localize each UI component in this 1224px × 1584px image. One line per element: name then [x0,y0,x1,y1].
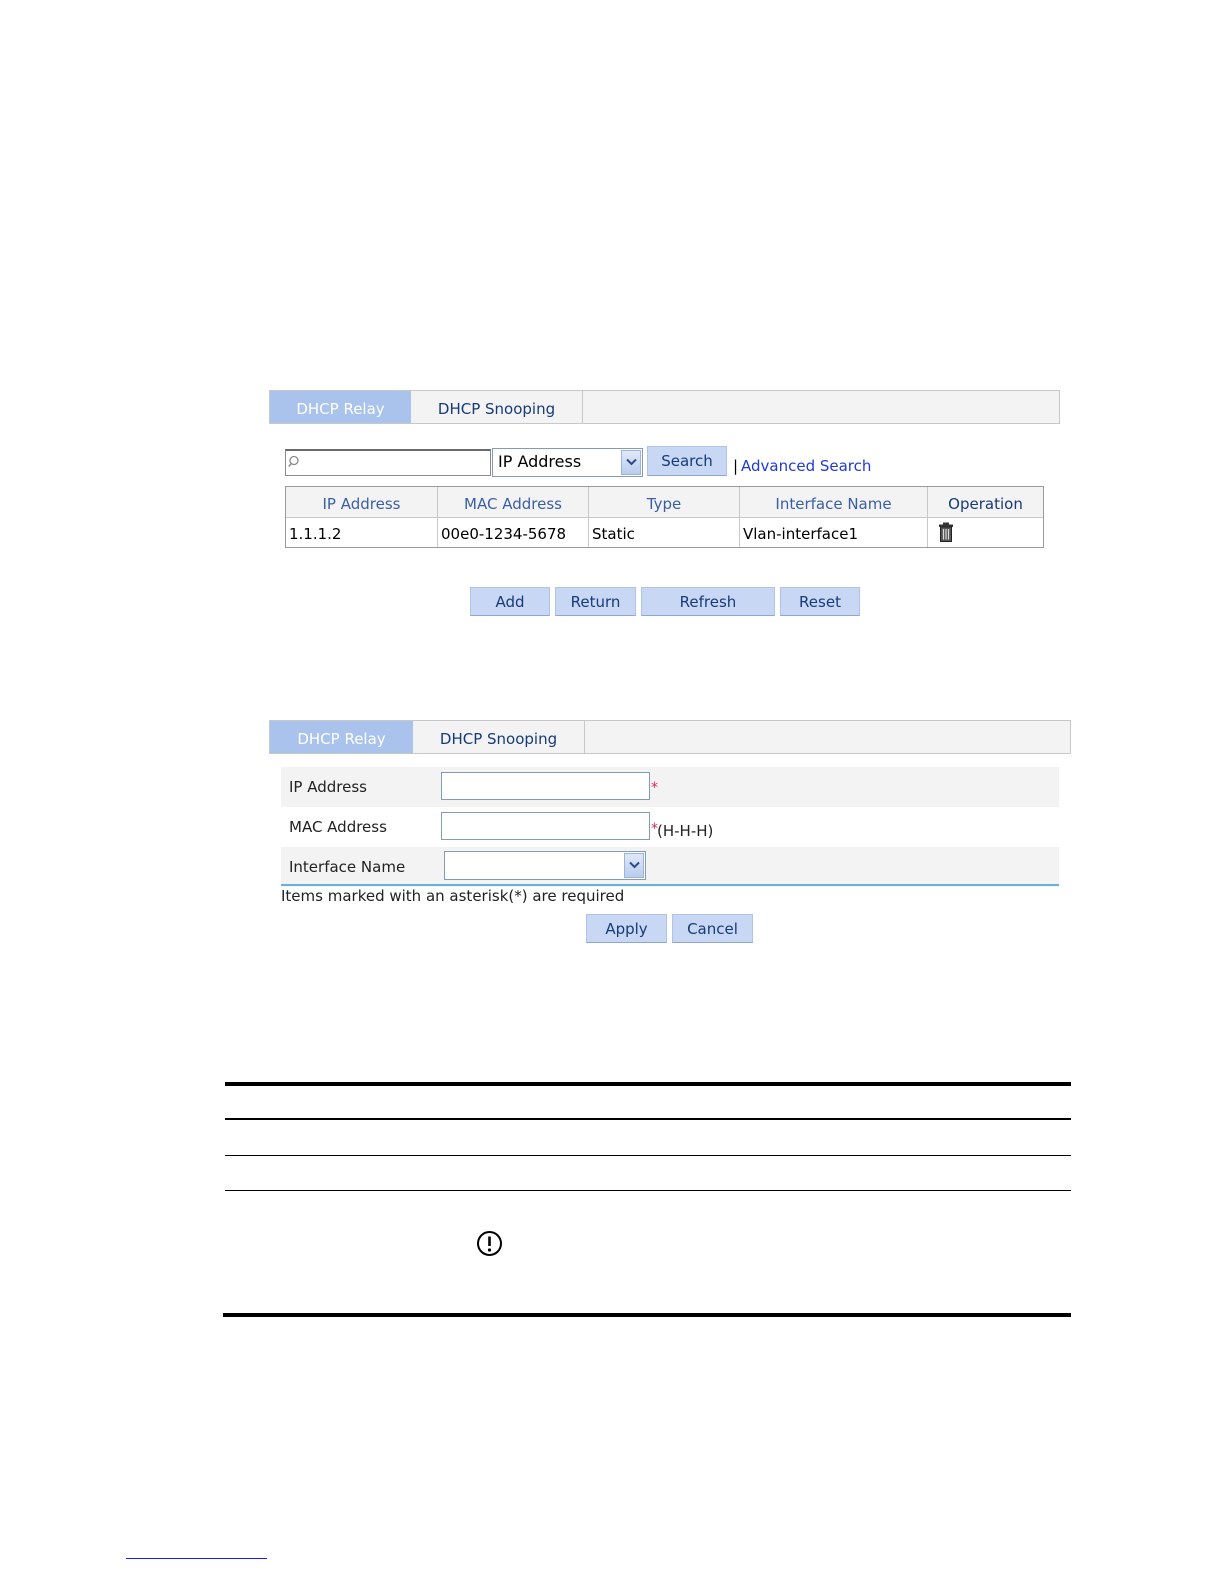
tab-bar [269,390,1060,424]
refresh-button[interactable]: Refresh [641,587,775,616]
footer-link-underline [126,1558,267,1559]
required-note: Items marked with an asterisk(*) are required [281,887,625,905]
column-header-mac-address[interactable]: MAC Address [438,487,589,517]
table-cell-operation [928,517,1043,547]
cancel-button[interactable]: Cancel [672,914,753,943]
return-button[interactable]: Return [555,587,636,616]
table-header-rule [225,1118,1071,1120]
chevron-down-icon[interactable] [624,853,644,878]
search-icon [288,455,302,469]
interface-name-select[interactable] [444,851,646,880]
table-bottom-rule [223,1313,1071,1317]
required-marker: * [651,780,658,796]
separator: | [733,457,739,475]
table-top-rule [225,1082,1071,1086]
column-header-interface-name[interactable]: Interface Name [740,487,928,517]
apply-button[interactable]: Apply [586,914,667,943]
mac-address-label: MAC Address [289,818,387,836]
mac-address-input[interactable] [441,812,650,840]
tab-dhcp-relay[interactable]: DHCP Relay [270,721,413,753]
ip-address-label: IP Address [289,778,367,796]
table-row-rule [225,1190,1071,1191]
table-cell-type: Static [589,517,740,547]
table-row-rule [225,1155,1071,1156]
reset-button[interactable]: Reset [780,587,860,616]
interface-name-label: Interface Name [289,858,406,876]
tab-dhcp-snooping[interactable]: DHCP Snooping [411,391,583,423]
table-cell-ip: 1.1.1.2 [286,517,438,547]
required-marker: * [651,821,658,837]
tab-dhcp-snooping[interactable]: DHCP Snooping [413,721,585,753]
search-input[interactable] [285,449,491,476]
search-field-select[interactable] [492,448,643,477]
tab-dhcp-relay[interactable]: DHCP Relay [270,391,411,423]
form-separator [281,884,1059,886]
advanced-search-link[interactable]: Advanced Search [741,457,872,475]
delete-icon[interactable] [938,522,954,542]
table-cell-interface: Vlan-interface1 [740,517,928,547]
column-header-operation: Operation [928,487,1043,517]
add-button[interactable]: Add [470,587,550,616]
column-header-type[interactable]: Type [589,487,740,517]
search-button[interactable]: Search [647,446,727,476]
relay-entry-table [285,486,1044,548]
tab-bar [269,720,1071,754]
chevron-down-icon[interactable] [621,450,641,475]
form-row-interface [281,847,1059,887]
form-row-mac [281,807,1059,847]
ip-address-input[interactable] [441,772,650,800]
table-cell-mac: 00e0-1234-5678 [438,517,589,547]
mac-format-hint: (H-H-H) [657,822,714,840]
column-header-ip-address[interactable]: IP Address [286,487,438,517]
search-field-value: IP Address [498,452,582,471]
caution-icon [476,1230,503,1257]
form-row-ip [281,767,1059,807]
